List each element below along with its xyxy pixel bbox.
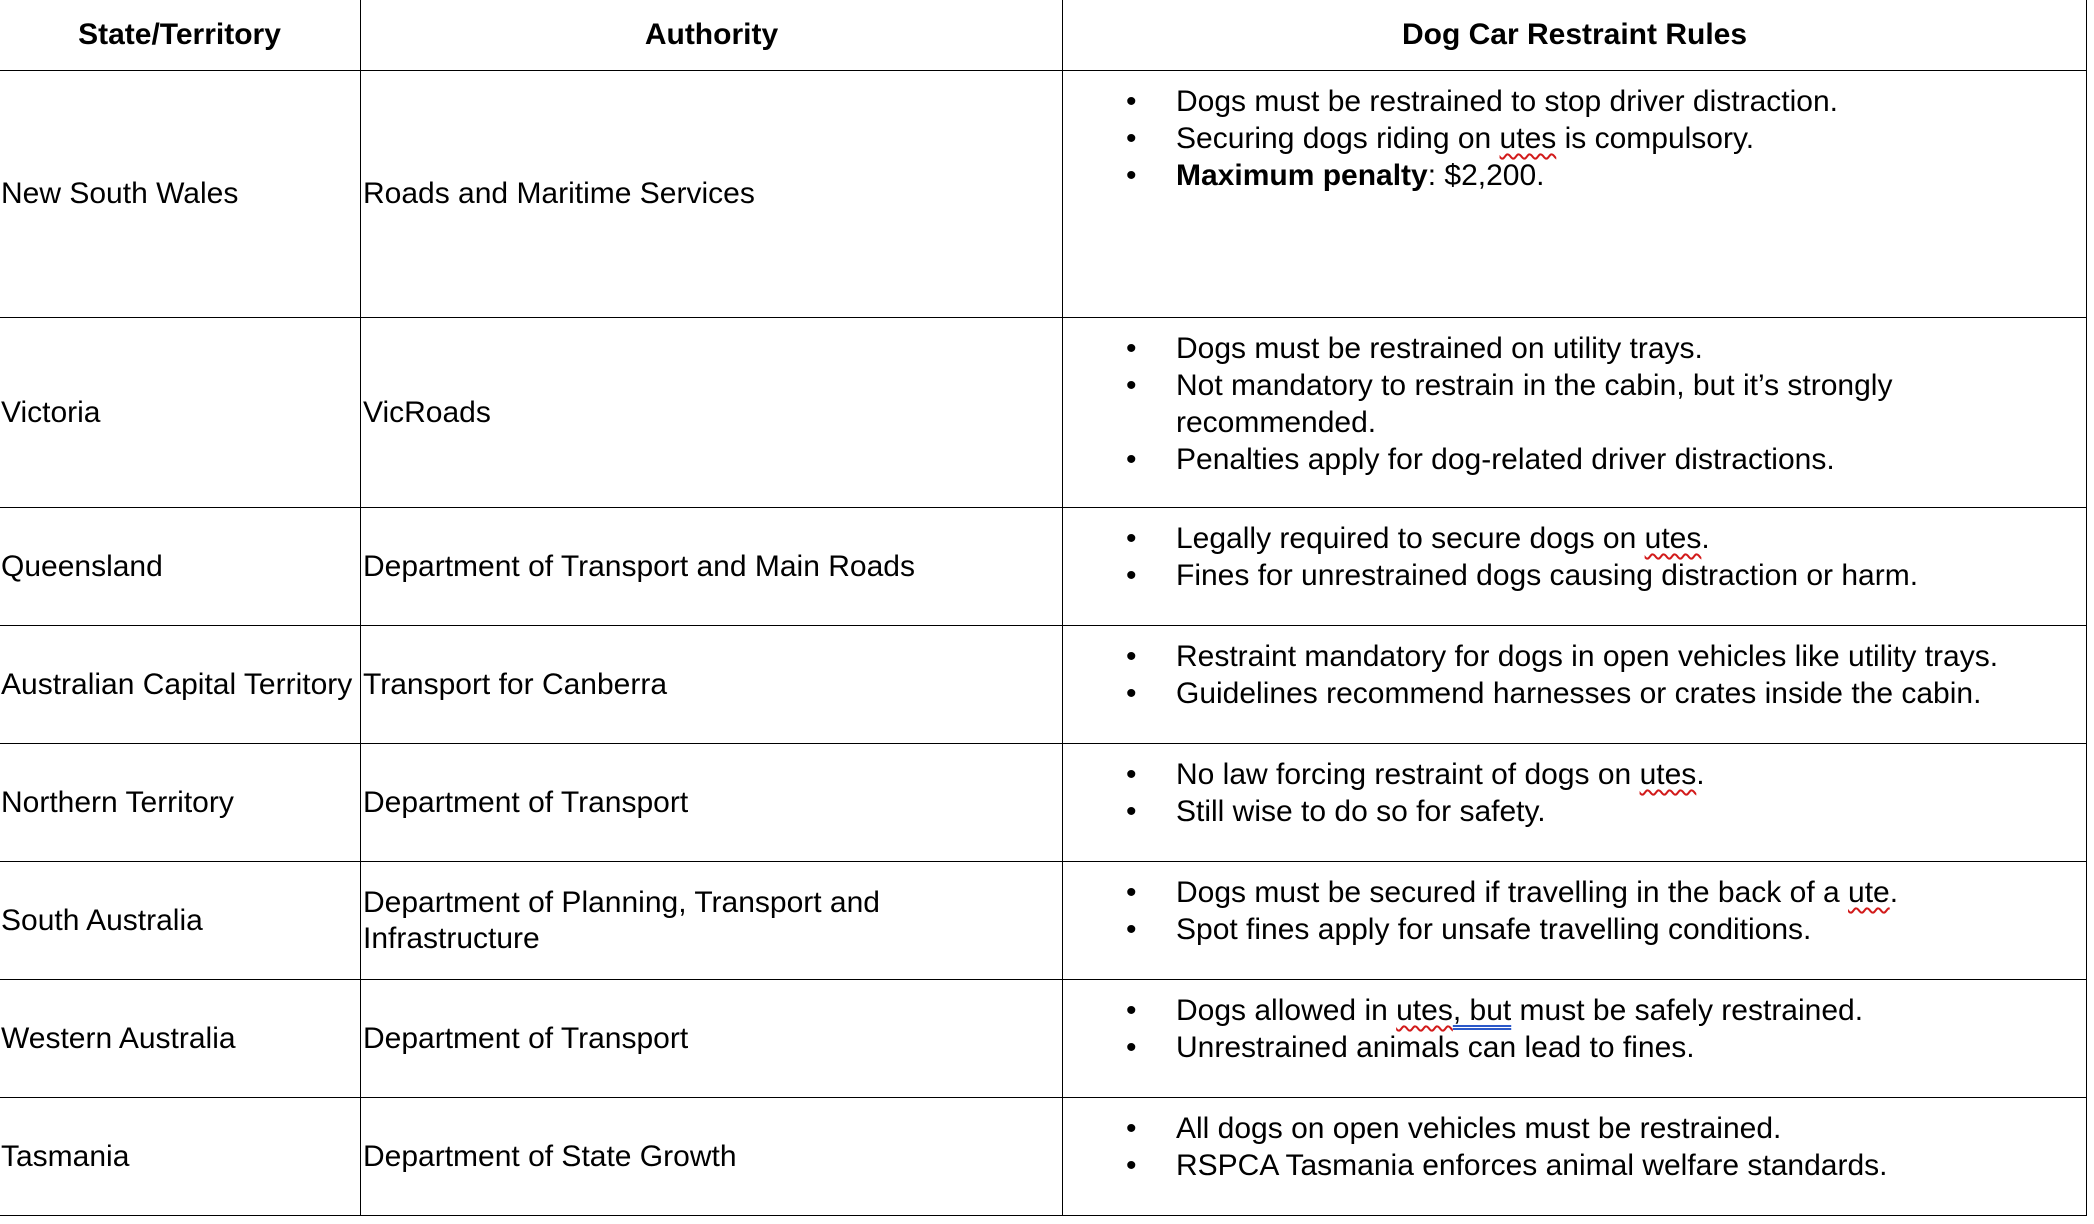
rule-item	[1126, 1029, 2078, 1066]
bullet-icon: •	[1126, 559, 1137, 592]
table-row	[0, 862, 2087, 980]
bullet-icon: •	[1126, 332, 1137, 365]
cell-rules	[1063, 318, 2087, 508]
rule-text: : $2,200.	[1427, 159, 1545, 192]
rule-item	[1126, 1147, 2078, 1184]
table-body	[0, 71, 2087, 1216]
bullet-icon: •	[1126, 159, 1137, 192]
cell-authority: Roads and Maritime Services	[361, 71, 1063, 318]
spelling-flag: ute	[1848, 876, 1890, 909]
cell-state: Queensland	[0, 508, 361, 626]
table-row	[0, 318, 2087, 508]
bullet-icon: •	[1126, 1112, 1137, 1145]
rule-text: Securing dogs riding on	[1176, 122, 1500, 155]
rule-text: Unrestrained animals can lead to fines.	[1176, 1031, 1695, 1064]
rule-text: Penalties apply for dog-related driver distractions.	[1176, 443, 1835, 476]
rule-text: Dogs must be restrained on utility trays.	[1176, 332, 1703, 365]
rule-text: must be safely restrained.	[1511, 994, 1864, 1027]
cell-rules	[1063, 744, 2087, 862]
table-row	[0, 980, 2087, 1098]
cell-state: Tasmania	[0, 1098, 361, 1216]
bullet-icon: •	[1126, 677, 1137, 710]
rule-item	[1126, 330, 2078, 367]
rule-text: is compulsory.	[1556, 122, 1755, 155]
header-authority: Authority	[361, 0, 1063, 71]
rule-item	[1126, 120, 2078, 157]
bullet-icon: •	[1126, 994, 1137, 1027]
rule-item	[1126, 367, 2078, 441]
rule-text: Fines for unrestrained dogs causing distraction or harm.	[1176, 559, 1919, 592]
table-row	[0, 71, 2087, 318]
rule-text: All dogs on open vehicles must be restrained.	[1176, 1112, 1782, 1145]
rule-item	[1126, 911, 2078, 948]
table-row	[0, 744, 2087, 862]
bullet-icon: •	[1126, 369, 1137, 402]
cell-rules	[1063, 980, 2087, 1098]
table-header-row	[0, 0, 2087, 71]
bullet-icon: •	[1126, 1031, 1137, 1064]
bullet-icon: •	[1126, 795, 1137, 828]
bullet-icon: •	[1126, 122, 1137, 155]
rule-text: Restraint mandatory for dogs in open vehicles like utility trays.	[1176, 640, 1999, 673]
rule-item	[1126, 675, 2078, 712]
spelling-flag: utes	[1499, 122, 1557, 155]
grammar-flag: , but	[1452, 994, 1512, 1027]
rule-text: Dogs allowed in	[1176, 994, 1397, 1027]
cell-state: New South Wales	[0, 71, 361, 318]
cell-authority: Department of Transport and Main Roads	[361, 508, 1063, 626]
cell-authority: Department of State Growth	[361, 1098, 1063, 1216]
cell-state: Victoria	[0, 318, 361, 508]
rules-list	[1063, 508, 2086, 594]
rules-list	[1063, 980, 2086, 1066]
rule-item	[1126, 441, 2078, 478]
rule-item	[1126, 874, 2078, 911]
cell-rules	[1063, 1098, 2087, 1216]
rules-list	[1063, 318, 2086, 478]
header-rules: Dog Car Restraint Rules	[1063, 0, 2087, 71]
rule-item	[1126, 992, 2078, 1029]
rules-list	[1063, 744, 2086, 830]
penalty-label: Maximum penalty	[1176, 159, 1428, 192]
bullet-icon: •	[1126, 1149, 1137, 1182]
cell-authority: Department of Transport	[361, 980, 1063, 1098]
rule-text: No law forcing restraint of dogs on	[1176, 758, 1640, 791]
cell-rules	[1063, 626, 2087, 744]
rules-list	[1063, 71, 2086, 194]
rule-item	[1126, 1110, 2078, 1147]
spelling-flag: utes	[1639, 758, 1697, 791]
rule-text: .	[1696, 758, 1705, 791]
cell-authority: Transport for Canberra	[361, 626, 1063, 744]
spelling-flag: utes	[1396, 994, 1453, 1027]
table-row	[0, 1098, 2087, 1216]
cell-authority: VicRoads	[361, 318, 1063, 508]
cell-rules	[1063, 862, 2087, 980]
header-state: State/Territory	[0, 0, 361, 71]
rule-item	[1126, 83, 2078, 120]
bullet-icon: •	[1126, 876, 1137, 909]
bullet-icon: •	[1126, 522, 1137, 555]
cell-state: Australian Capital Territory	[0, 626, 361, 744]
rule-item	[1126, 793, 2078, 830]
rule-item	[1126, 638, 2078, 675]
rules-list	[1063, 626, 2086, 712]
cell-state: Western Australia	[0, 980, 361, 1098]
bullet-icon: •	[1126, 640, 1137, 673]
bullet-icon: •	[1126, 85, 1137, 118]
rule-text: Not mandatory to restrain in the cabin, but it’s strongly recommended.	[1176, 369, 1893, 439]
table-row	[0, 508, 2087, 626]
spelling-flag: utes	[1644, 522, 1702, 555]
bullet-icon: •	[1126, 913, 1137, 946]
cell-state: South Australia	[0, 862, 361, 980]
rule-text: Legally required to secure dogs on	[1176, 522, 1645, 555]
rule-text: Dogs must be restrained to stop driver distraction.	[1176, 85, 1838, 118]
rule-item	[1126, 557, 2078, 594]
cell-authority: Department of Transport	[361, 744, 1063, 862]
rule-text: RSPCA Tasmania enforces animal welfare standards.	[1176, 1149, 1888, 1182]
rule-text: Dogs must be secured if travelling in the back of a	[1176, 876, 1849, 909]
cell-rules	[1063, 71, 2087, 318]
rule-item	[1126, 157, 2078, 194]
bullet-icon: •	[1126, 443, 1137, 476]
rule-text: Still wise to do so for safety.	[1176, 795, 1546, 828]
rule-text: Spot fines apply for unsafe travelling conditions.	[1176, 913, 1812, 946]
bullet-icon: •	[1126, 758, 1137, 791]
table-row	[0, 626, 2087, 744]
rule-item	[1126, 756, 2078, 793]
rule-text: .	[1889, 876, 1899, 909]
cell-authority: Department of Planning, Transport and Infrastructure	[361, 862, 1063, 980]
rules-list	[1063, 862, 2086, 948]
rule-text: .	[1701, 522, 1710, 555]
rules-list	[1063, 1098, 2086, 1184]
rule-text: Guidelines recommend harnesses or crates inside the cabin.	[1176, 677, 1982, 710]
cell-state: Northern Territory	[0, 744, 361, 862]
cell-rules	[1063, 508, 2087, 626]
rule-item	[1126, 520, 2078, 557]
